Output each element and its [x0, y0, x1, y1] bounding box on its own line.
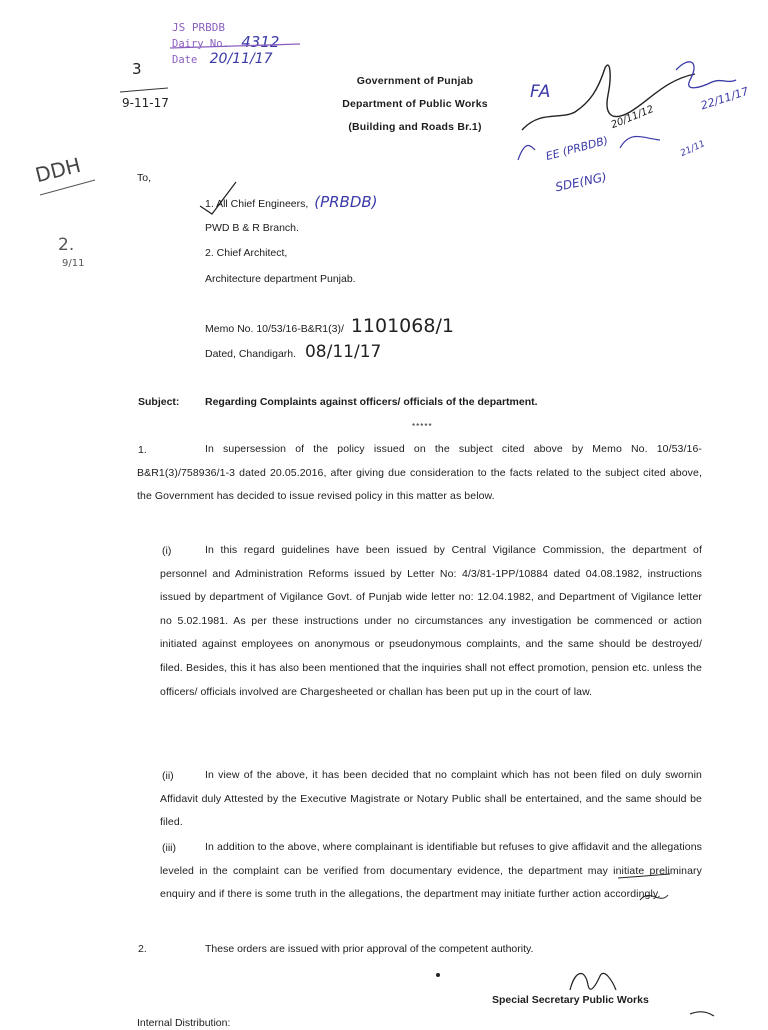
memo-number-label: Memo No. 10/53/16-B&R1(3)/: [205, 323, 344, 335]
para-ii-text: In view of the above, it has been decided that no complaint which has not been filed on duly swornin Affidavit duly Attested by the Executive Magistrate or Notary Public shall be entertained, and the same should be filed.: [160, 769, 702, 829]
para-ii-number: (ii): [162, 770, 174, 782]
right-signature-2: [676, 62, 736, 88]
memo-dated-label: Dated, Chandigarh.: [205, 348, 297, 360]
ddh-underline: [40, 180, 95, 195]
stamp-underline: [170, 44, 300, 48]
addressee-2: 2. Chief Architect,: [205, 247, 288, 259]
margin-number-left: 2.: [58, 235, 75, 255]
note-fa: FA: [530, 82, 551, 102]
note-date-2: 22/11/17: [699, 84, 751, 113]
margin-date-top: 9-11-17: [122, 96, 169, 110]
stamp-date-label: Date: [172, 54, 198, 66]
subject-separator: *****: [412, 422, 433, 431]
addressee-1-branch: PWD B & R Branch.: [205, 222, 299, 234]
stamp-diary-label: Dairy No.: [172, 38, 229, 50]
note-sde: SDE(NG): [554, 169, 608, 195]
memo-dated-handwritten: 08/11/17: [304, 342, 382, 362]
signature-dot: [436, 973, 440, 977]
para-iii-number: (iii): [162, 842, 176, 854]
para-1-text: In supersession of the policy issued on the subject cited above by Memo No. 10/53/16-B&R1(3)/758936/1-3 dated 20.05.2016, after giving due consideration to the facts related to the subject cited above, the Government has decided to issue revised policy in this matter as below.: [137, 443, 702, 503]
para-iii-text: In addition to the above, where complainant is identifiable but refuses to give affidavit and the allegations leveled in the complaint can be verified from documentary evidence, the department may initiate preliminary enquiry and if there is some truth in the allegations, the department may initiate further action accordingly.: [160, 841, 702, 901]
stamp-date-value: 20/11/17: [209, 51, 273, 67]
para-2-text: These orders are issued with prior approval of the competent authority.: [205, 943, 534, 955]
signature-title: Special Secretary Public Works: [492, 994, 649, 1006]
memo-dated: [205, 342, 382, 362]
para-1-number: 1.: [138, 444, 147, 456]
addressee-2-dept: Architecture department Punjab.: [205, 273, 356, 285]
addressee-1: [205, 193, 378, 211]
addressee-1-handwritten: (PRBDB): [314, 193, 378, 211]
to-label: To,: [137, 172, 152, 184]
margin-underline: [120, 88, 168, 92]
para-i-number: (i): [162, 545, 172, 557]
para-2-number: 2.: [138, 943, 147, 955]
memo-number-handwritten: 1101068/1: [350, 315, 454, 337]
note-date-3: 21/11: [679, 138, 707, 160]
memo-number: [205, 315, 454, 337]
margin-ddh: DDH: [32, 152, 84, 188]
para-i-text: In this regard guidelines have been issued by Central Vigilance Commission, the department of personnel and Administration Reforms issued by Letter No: 4/3/81-1PP/10884 dated 04.08.1982, instructions issued by department of Vigilance Govt. of Punjab wide letter no: 12.04.1982, and Department of Vigilance letter no 5.02.1981. As per these instructions under no circumstances any investigation be commenced or action initiated against employees on anonymous or pseudonymous complaints, and the same should be destroyed/ filed. Besides, this it has also been mentioned that the inquiries shall not effect promotion, pension etc. unless the officers/ officials involved are Chargesheeted or challan has been put up in the court of law.: [160, 544, 702, 698]
subject-label: Subject:: [138, 396, 180, 408]
internal-distribution: Internal Distribution:: [137, 1017, 231, 1029]
header-government: Government of Punjab: [356, 75, 474, 87]
note-date-1: 20/11/12: [609, 103, 656, 132]
header-department: Department of Public Works: [342, 98, 488, 110]
stamp-diary-number: 4312: [241, 33, 280, 51]
right-signature-3: [518, 137, 660, 161]
addressee-1-text: 1. All Chief Engineers,: [205, 198, 309, 210]
note-ee: EE (PRBDB): [544, 133, 610, 164]
stamp-office: JS PRBDB: [172, 21, 225, 34]
right-signature-1: [522, 65, 695, 130]
header-branch: (Building and Roads Br.1): [348, 121, 482, 133]
margin-number-top: 3: [132, 60, 142, 78]
margin-date-left: 9/11: [62, 258, 85, 269]
subject-text: Regarding Complaints against officers/ officials of the department.: [205, 396, 538, 408]
